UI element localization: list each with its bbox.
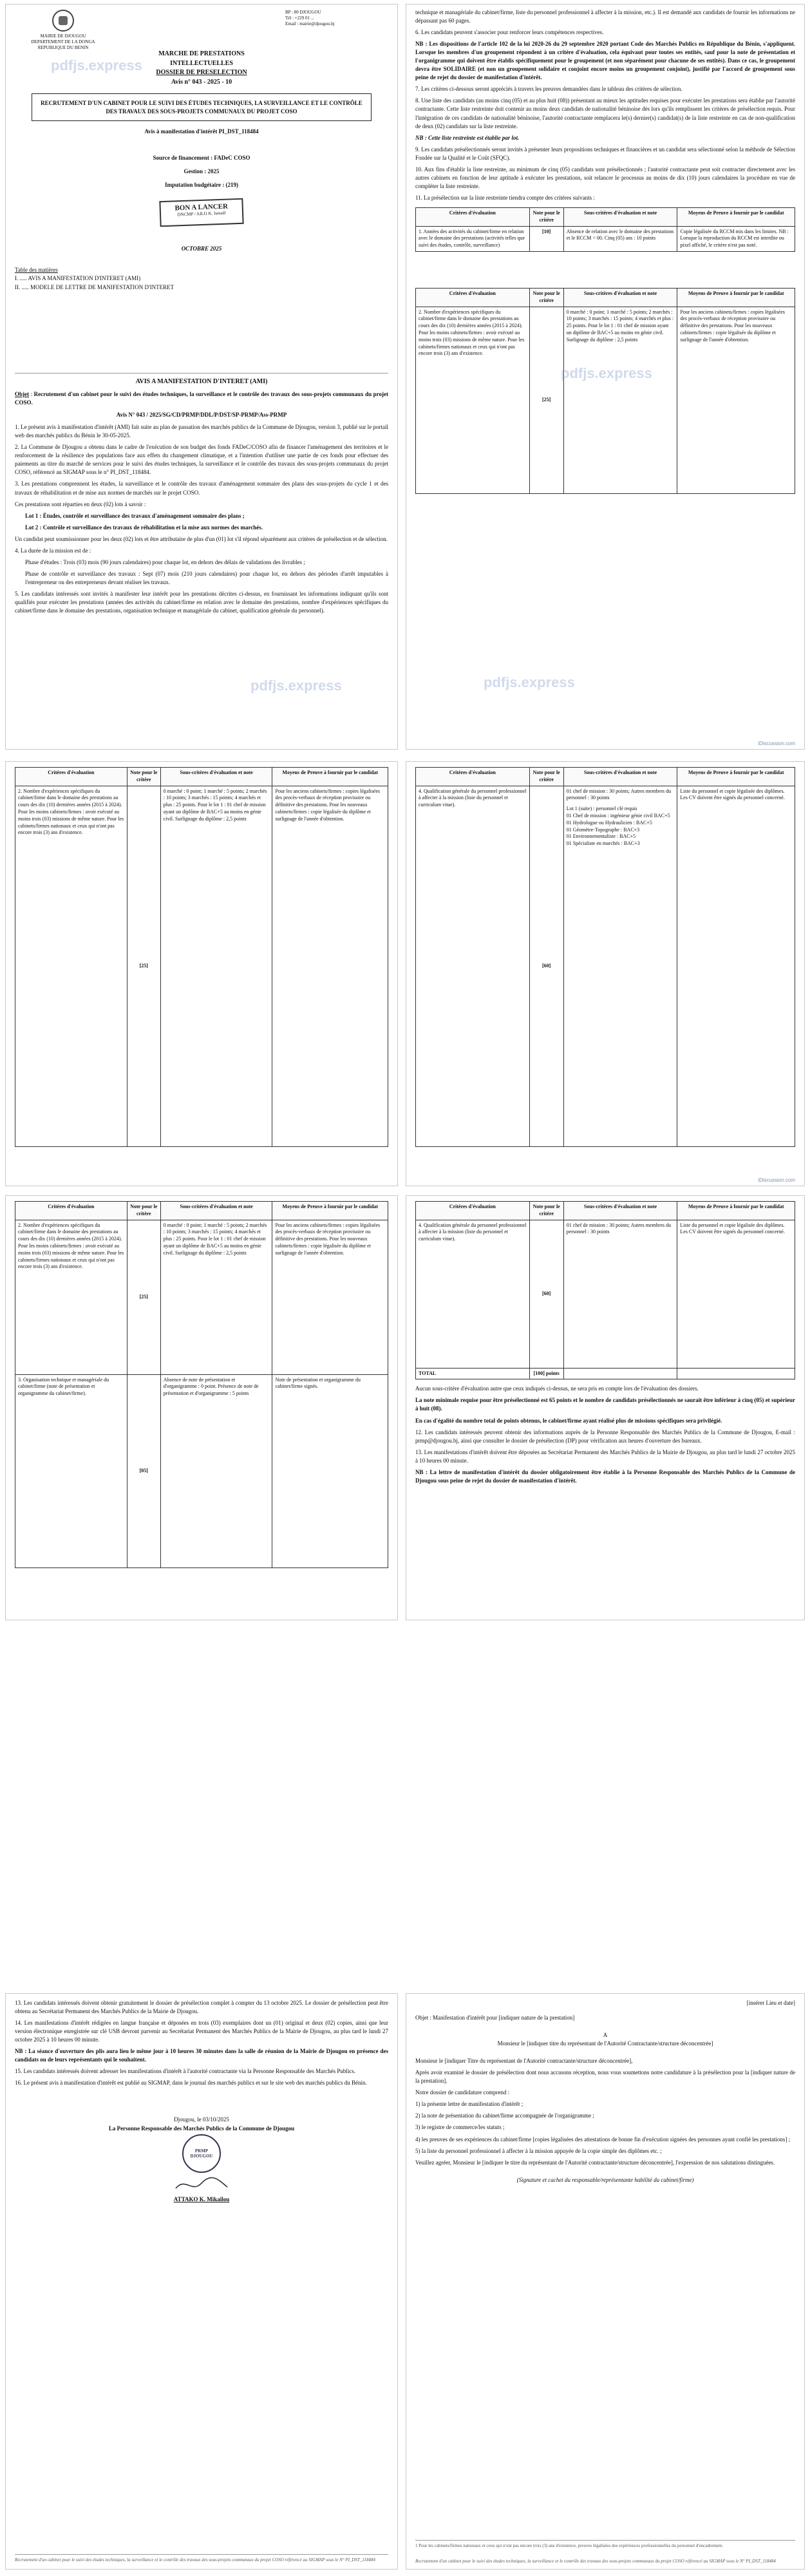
page-footnote: Recrutement d'un cabinet pour le suivi des études techniques, la surveillance et le contrôle des travaux des sous-projets communaux du projet COSO référencé au SIGMAP sous le N° PI_DST_118484 bbox=[15, 2554, 388, 2562]
column-header: Critères d'évaluation bbox=[15, 1202, 127, 1220]
body-para: 6. Les candidats peuvent s'associer pour renforcer leurs compétences respectives. bbox=[415, 29, 604, 36]
criterion-cell: 1. Années des activités du cabinet/firme en relation avec le domaine des prestations (activités telles que suivi des études, contrôle, surveillance) bbox=[416, 226, 530, 251]
table-header-row bbox=[416, 768, 795, 786]
body-para: 8. Une liste des candidats (au moins cinq (05) et au plus huit (08)) présentant au mieux les aptitudes requises pour exécuter les prestations sera établie par l'autorité contractante. Cette liste restreinte doit contenir au moins deux candidats de nationalité béninoise dès lors qu'ils remplissent les critères de présélection requis. Pour l'intégration de ces candidats de nationalité béninoise, l'autorité contractante remplacera le(s) dernier(s) candidat(s) de la liste restreinte en cas de non-qualification de deux (02) candidats sur la liste restreinte. bbox=[415, 97, 795, 129]
body-note: NB : Les dispositions de l'article 102 de la loi 2020-26 du 29 septembre 2020 portant Code des Marchés Publics en République du Bénin, s'appliquent. Lorsque les membres d'un groupement répondent à un critère d'évaluation, cela équivaut pour toutes ses entités, sauf pour la note de présentation et l'organigramme qui doivent être établis spécifiquement pour le groupement (et non séparément pour chacune de ses entités). Dans ce cas, le groupement devra être SOLIDAIRE (et non un groupement solidaire et conjoint encore moins un groupement conjoint), justifié par l'accord de groupement sous peine de rejet du dossier de manifestation d'intérêt. bbox=[415, 41, 795, 81]
stamp-main: BON A LANCER bbox=[174, 202, 229, 213]
ami-body bbox=[6, 423, 397, 615]
letter-para: 4) les preuves de ses expériences du cabinet/firme [copies légalisées des attestations de bonne fin d'exécution signées des personnes ayant confié les prestations] ; bbox=[415, 2136, 791, 2143]
body-para: La note minimale requise pour être présélectionné est 65 points et le nombre de candidats présélectionnés ne saurait être inférieur à cinq (05) et supérieur à huit (08). bbox=[415, 1397, 795, 1412]
column-header: Note pour le critère bbox=[529, 768, 563, 786]
document-object: RECRUTEMENT D'UN CABINET POUR LE SUIVI DES ÉTUDES TECHNIQUES, LA SURVEILLANCE ET LE CONTRÔLE DES TRAVAUX DES SOUS-PROJETS COMMUNAUX DU PROJET COSO bbox=[32, 93, 372, 121]
criteria-table bbox=[415, 207, 795, 252]
column-header: Note pour le critère bbox=[529, 207, 563, 226]
signature-scribble bbox=[173, 2175, 231, 2195]
signer-name: ATTAKO K. Mikaïlou bbox=[173, 2196, 230, 2203]
column-header: Note pour le critère bbox=[529, 288, 563, 307]
ami-para: 4. La durée de la mission est de : bbox=[15, 547, 91, 554]
criteria-table-continued bbox=[415, 288, 795, 494]
column-header: Critères d'évaluation bbox=[15, 768, 127, 786]
table-row bbox=[416, 1220, 795, 1368]
body-para: technique et managériale du cabinet/firme, liste du personnel professionnel à affecter à la mission, etc.). Il est demandé aux candidats de fournir les informations ne dépassant pas 60 pages. bbox=[415, 9, 795, 24]
budget-imputation: Imputation budgétaire : (219) bbox=[164, 182, 239, 189]
staff-item: 01 Hydrologue ou Hydraulicien : BAC+5 bbox=[566, 819, 652, 826]
ami-phase: Phase de contrôle et surveillance des travaux : Sept (07) mois (210 jours calendaires) pour chaque lot, en dehors des périodes d'arrêt imputables à l'entrepreneur ou des entrepreneurs devant réaliser les travaux. bbox=[25, 570, 388, 585]
ami-para: Ces prestations sont réparties en deux (02) lots à savoir : bbox=[15, 500, 146, 507]
body-para: 10. Aux fins d'établir la liste restreinte, au minimum de cinq (05) candidats sont présélectionnés ; l'autorité contractante peut soit contracter directement avec les autres cabinets en fonction de leur aptitude à exécuter les prestations, soit relancer le processus au moins de dix (10) jours calendaires la procédure en vue de compléter la liste restreinte. bbox=[415, 166, 795, 189]
points-cell: [25] bbox=[127, 1220, 160, 1374]
letter-para: Notre dossier de candidature comprend : bbox=[415, 2089, 510, 2096]
column-header: Sous-critères d'évaluation et note bbox=[160, 768, 272, 786]
column-header: Moyens de Preuve à fournir par le candidat bbox=[677, 288, 795, 307]
page-2 bbox=[406, 4, 805, 750]
proof-cell: Pour les anciens cabinets/firmes : copies légalisées des procès-verbaux de réception provisoire ou définitive des prestations. Pour les nouveaux cabinets/firmes : copie légalisée du diplôme et surlignage de l'année d'obtention. bbox=[677, 307, 795, 493]
criterion-cell: 2. Nombre d'expériences spécifiques du cabinet/firme dans le domaine des prestations au cours des dix (10) dernières années (2015 à 2024). Pour les moins cabinets/firmes : avoir exécuté au moins trois (03) missions de même nature. Pour les cabinets/firmes nationaux et ceux qui n'ont pas encore trois (3) ans d'existence. bbox=[416, 307, 530, 493]
watermark: pdfjs.express bbox=[250, 677, 342, 694]
page-5 bbox=[5, 1195, 398, 1620]
staff-item: 01 Chef de mission : ingénieur génie civil BAC+5 bbox=[566, 812, 670, 819]
table-of-contents bbox=[6, 266, 397, 291]
letter-place-date: [insérer Lieu et date] bbox=[746, 2000, 795, 2006]
letter-footnote: 1 Pour les cabinets/firmes nationaux et ceux qui n'ont pas encore trois (3) ans d'existence, preuves légalisées des expériences professionnelles du personnel d'encadrement. bbox=[415, 2540, 795, 2548]
points-cell: [60] bbox=[529, 786, 563, 1146]
subcriteria-cell: Absence de relation avec le domaine des prestations et le RCCM < 00. Cinq (05) ans : 10 points bbox=[563, 226, 677, 251]
table-header-row bbox=[416, 1202, 795, 1220]
body-note: NB : La séance d'ouverture des plis aura lieu le même jour à 10 heures 30 minutes dans la salle de réunion de la Mairie de Djougou en présence des candidats ou de leurs représentants qui le souhaitent. bbox=[15, 2048, 388, 2063]
subcriteria-cell: Absence de note de présentation et d'organigramme : 0 point. Présence de note de présentation et d'organigramme : 5 points bbox=[160, 1374, 272, 1567]
document-date: OCTOBRE 2025 bbox=[181, 245, 222, 252]
ami-para: 1. Le présent avis à manifestation d'intérêt (AMI) fait suite au plan de passation des marchés publics de la Commune de Djougou, version 3, publié sur le portail web des marchés publics du Bénin le 30-05-2025. bbox=[15, 424, 388, 439]
letterhead-left-line: REPUBLIQUE DU BENIN bbox=[37, 45, 89, 51]
letterhead-left bbox=[15, 10, 111, 51]
place-date: Djougou, le 03/10/2025 bbox=[174, 2116, 229, 2123]
column-header: Sous-critères d'évaluation et note bbox=[563, 207, 677, 226]
body-para: 12. Les candidats intéressés peuvent obtenir des informations auprès de la Personne Responsable des Marchés Publics de la Commune de Djougou, E-mail : prmp@djougou.bj, ainsi que consulter le dossier de présélection (DP) pour vérification aux heures d'ouverture des bureaux. bbox=[415, 1428, 795, 1444]
letterhead-left-line: MAIRIE DE DJOUGOU bbox=[40, 33, 86, 39]
column-header: Moyens de Preuve à fournir par le candidat bbox=[677, 1202, 795, 1220]
column-header: Critères d'évaluation bbox=[416, 768, 530, 786]
table-row bbox=[416, 226, 795, 251]
title-line: MARCHE DE PRESTATIONS bbox=[158, 50, 245, 57]
letterhead bbox=[6, 5, 397, 50]
table-header-row bbox=[15, 1202, 388, 1220]
criterion-cell: 4. Qualification générale du personnel professionnel à affecter à la mission (liste du personnel et curriculum vitae). bbox=[416, 1220, 530, 1368]
column-header: Note pour le critère bbox=[127, 768, 160, 786]
proof-cell: Copie légalisée du RCCM mis dans les limites. NB : Lorsque la reproduction du RCCM est interdite ou pixel affiché, le critère n'est pas noté. bbox=[677, 226, 795, 251]
body-para: 14. Les manifestations d'intérêt rédigées en langue française et déposées en trois (03) exemplaires dont un (01) original et deux (02) copies, ainsi que leur version électronique enregistrée sur clé USB devront parvenir au Secrétariat Permanent des Marchés Publics de la Mairie de Djougou, au plus tard le lundi 27 octobre 2025 à 10 heures 00 minute. bbox=[15, 2020, 388, 2043]
letterhead-left-line: DEPARTEMENT DE LA DONGA bbox=[31, 39, 95, 45]
ami-lot: Lot 2 : Contrôle et surveillance des travaux de réhabilitation et la mise aux normes des marchés. bbox=[25, 524, 263, 531]
total-points: [100] points bbox=[529, 1368, 563, 1379]
ami-para: 3. Les prestations comprennent les études, la surveillance et le contrôle des travaux d'aménagement sommaire des plans des sous-projets du cycle 1 et des travaux de réhabilitation et de mise aux normes de marchés sur le projet COSO. bbox=[15, 480, 388, 496]
page-8 bbox=[406, 1993, 805, 2570]
column-header: Moyens de Preuve à fournir par le candidat bbox=[272, 1202, 388, 1220]
letter-recipient bbox=[406, 2031, 804, 2048]
letterhead-right-line: Email : mairie@djougou.bj bbox=[285, 21, 335, 27]
letter-para: 1) la présente lettre de manifestation d'intérêt ; bbox=[415, 2101, 523, 2108]
recipient-line: A bbox=[603, 2032, 608, 2039]
staff-item: Lot 1 (suite) : personnel clé requis bbox=[566, 806, 637, 812]
column-header: Moyens de Preuve à fournir par le candidat bbox=[677, 207, 795, 226]
toc-line[interactable]: II. ..... MODELE DE LETTRE DE MANIFESTATION D'INTERET bbox=[15, 283, 174, 290]
right-body bbox=[406, 5, 804, 202]
proof-cell: Liste du personnel et copie légalisée des diplômes. Les CV doivent être signés du personnel concerné. bbox=[677, 786, 795, 1146]
page-6 bbox=[406, 1195, 805, 1620]
table-row bbox=[15, 786, 388, 1146]
letter-para: 2) la note de présentation du cabinet/firme accompagnée de l'organigramme ; bbox=[415, 2112, 594, 2119]
column-header: Moyens de Preuve à fournir par le candidat bbox=[677, 768, 795, 786]
watermark: pdfjs.express bbox=[561, 365, 652, 381]
subcriteria-cell: 01 chef de mission : 30 points; Autres membres du personnel : 30 points bbox=[563, 1220, 677, 1368]
table-row bbox=[15, 1220, 388, 1374]
column-header: Note pour le critère bbox=[127, 1202, 160, 1220]
criterion-cell: 2. Nombre d'expériences spécifiques du cabinet/firme dans le domaine des prestations au cours des dix (10) dernières années (2015 à 2024). Pour les moins cabinets/firmes : avoir exécuté au moins trois (03) missions de même nature. Pour les cabinets/firmes nationaux et ceux qui n'ont pas encore trois (3) ans d'existence. bbox=[15, 786, 127, 1146]
subcriteria-cell: 0 marché : 0 point; 1 marché : 5 points; 2 marchés : 10 points; 3 marchés : 15 points; 4 marchés et plus : 25 points. Pour le lot 1 : 01 chef de mission ayant un diplôme de BAC+5 au moins en génie civil. Surlignage du diplôme : 2,5 points bbox=[160, 1220, 272, 1374]
points-cell: [60] bbox=[529, 1220, 563, 1368]
table-row bbox=[416, 786, 795, 1146]
column-header: Sous-critères d'évaluation et note bbox=[563, 768, 677, 786]
letter-para: 5) la liste du personnel professionnel à affecter à la mission appuyée de la copie simple des diplômes etc. ; bbox=[415, 2147, 662, 2154]
column-header: Note pour le critère bbox=[529, 1202, 563, 1220]
staff-item: 01 Environnementaliste : BAC+5 bbox=[566, 833, 636, 840]
body-para: En cas d'égalité du nombre total de points obtenus, le cabinet/firme ayant réalisé plus de missions spécifiques sera privilégié. bbox=[415, 1417, 722, 1424]
body-para: 13. Les manifestations d'intérêt doivent être déposées au Secrétariat Permanent des Marchés Publics de la Mairie de Djougou, au plus tard le lundi 27 octobre 2025 à 10 heures 00 minute. bbox=[415, 1448, 795, 1464]
ami-para: 2. La Commune de Djougou a obtenu dans le cadre de l'exécution de son budget des fonds FADeC/COSO afin de financer l'aménagement des territoires et le renforcement de la résilience des populations face aux effets du changement climatique, et a l'intention d'utiliser une partie de ces fonds pour effectuer des paiements au titre du marché de services pour le suivi des études techniques, la surveillance et le contrôle des travaux des sous-projets communaux du projet COSO, référencé au SIGMAP sous le n° PI_DST_118484. bbox=[15, 444, 388, 476]
letterhead-right-line: BP : 80 DJOUGOU bbox=[285, 10, 321, 15]
footer-brand: iDiscussion.com bbox=[758, 741, 795, 746]
ami-lot: Lot 1 : Études, contrôle et surveillance des travaux d'aménagement sommaire des plans ; bbox=[25, 512, 245, 519]
page-3 bbox=[5, 761, 398, 1186]
closing-text bbox=[6, 1994, 397, 2087]
body-para: 15. Les candidats intéressés doivent adresser les manifestations d'intérêt à l'autorité contractante via la Personne Responsable des Marchés Publics. bbox=[15, 2068, 356, 2075]
empty-cell bbox=[563, 1368, 677, 1379]
column-header: Critères d'évaluation bbox=[416, 207, 530, 226]
criterion-cell: 2. Nombre d'expériences spécifiques du cabinet/firme dans le domaine des prestations au cours des dix (10) dernières années (2015 à 2024). Pour les moins cabinets/firmes : avoir exécuté au moins trois (03) missions de même nature. Pour les cabinets/firmes nationaux et ceux qui n'ont pas encore trois (3) ans d'existence. bbox=[15, 1220, 127, 1374]
divider bbox=[15, 373, 388, 374]
letter-para: Après avoir examiné le dossier de présélection dont nous accusons réception, nous vous soumettons notre candidature à la présélection pour la [indiquer nature de la prestation]. bbox=[415, 2069, 795, 2085]
letterhead-right-line: Tél : +229 01 ... bbox=[285, 15, 314, 21]
empty-cell bbox=[677, 1368, 795, 1379]
criteria-table-page4 bbox=[415, 767, 795, 1147]
ami-para: Un candidat peut soumissionner pour les deux (02) lots et être attributaire de plus d'un (01) lot s'il répond séparément aux critères de présélection et de sélection. bbox=[15, 535, 388, 542]
total-label: TOTAL bbox=[416, 1368, 530, 1379]
points-cell: [25] bbox=[529, 307, 563, 493]
table-header-row bbox=[15, 768, 388, 786]
proof-cell: Liste du personnel et copie légalisée des diplômes. Les CV doivent être signés du personnel concerné. bbox=[677, 1220, 795, 1368]
proof-cell: Pour les anciens cabinets/firmes : copies légalisées des procès-verbaux de réception provisoire ou définitive des prestations. Pour les nouveaux cabinets/firmes : copie légalisée du diplôme et surlignage de l'année d'obtention. bbox=[272, 1220, 388, 1374]
subcriteria-cell: 0 marché : 0 point; 1 marché : 5 points; 2 marchés : 10 points; 3 marchés : 15 points; 4 marchés et plus : 25 points. Pour le lot 1 : 01 chef de mission ayant un diplôme de BAC+5 au moins en génie civil. Surlignage du diplôme : 2,5 points bbox=[563, 307, 677, 493]
body-note: NB : Cette liste restreinte est établie par lot. bbox=[415, 134, 520, 141]
ami-phase: Phase d'études : Trois (03) mois (90 jours calendaires) pour chaque lot, en dehors des délais de validations des livrables ; bbox=[25, 558, 305, 565]
letter-para: Veuillez agréer, Monsieur le [indiquer le titre du représentant de l'Autorité contractante/structure déconcentrée], l'expression de nos salutations distinguées. bbox=[415, 2159, 775, 2166]
staff-item: 01 Géomètre-Topographe : BAC+3 bbox=[566, 826, 640, 833]
ami-object: Objet : Recrutement d'un cabinet pour le suivi des études techniques, la surveillance et le contrôle des travaux des sous-projets communaux du projet COSO. bbox=[15, 391, 388, 406]
official-seal bbox=[182, 2134, 221, 2173]
letter-object: Objet : Manifestation d'intérêt pour [indiquer nature de la prestation] bbox=[415, 2014, 575, 2022]
title-line: INTELLECTUELLES bbox=[170, 59, 233, 67]
criteria-table-page5 bbox=[15, 1201, 388, 1568]
column-header: Sous-critères d'évaluation et note bbox=[563, 288, 677, 307]
watermark: pdfjs.express bbox=[484, 674, 575, 690]
column-header: Critères d'évaluation bbox=[416, 288, 530, 307]
table-row bbox=[15, 1374, 388, 1567]
body-para: 16. Le présent avis à manifestation d'intérêt est publié au SIGMAP, dans le journal des marchés publics et sur le site web des marchés publics du Bénin. bbox=[15, 2079, 367, 2087]
table-row bbox=[416, 307, 795, 493]
points-cell: [25] bbox=[127, 786, 160, 1146]
column-header: Sous-critères d'évaluation et note bbox=[160, 1202, 272, 1220]
gestion: Gestion : 2025 bbox=[184, 168, 220, 175]
points-cell: [05] bbox=[127, 1374, 160, 1567]
letter-footnote-ref: Recrutement d'un cabinet pour le suivi des études techniques, la surveillance et le contrôle des travaux des sous-projets communaux du projet COSO référencé au SIGMAP sous le N° PI_DST_118484 bbox=[415, 2559, 776, 2564]
letter-signature: (Signature et cachet du responsable/représentante habilité du cabinet/firme) bbox=[516, 2176, 694, 2183]
column-header: Critères d'évaluation bbox=[416, 1202, 530, 1220]
post-table-text bbox=[406, 1385, 804, 1484]
body-para: 9. Les candidats présélectionnés seront invités à présenter leurs propositions techniques et financières et un candidat sera sélectionné selon la méthode de Sélection Fondée sur la Qualité et le Coût (SFQC). bbox=[415, 146, 795, 161]
criteria-table-page3 bbox=[15, 767, 388, 1147]
page-4 bbox=[406, 761, 805, 1186]
letter-body bbox=[406, 2057, 804, 2166]
table-total-row bbox=[416, 1368, 795, 1379]
body-para: 13. Les candidats intéressés doivent obtenir gratuitement le dossier de présélection complet à compter du 13 octobre 2025. Le dossier de présélection peut être obtenu au Secrétariat Permanent des Marchés Publics de la Mairie de Djougou. bbox=[15, 2000, 388, 2015]
ami-title: AVIS A MANIFESTATION D'INTERET (AMI) bbox=[135, 377, 268, 385]
footer-brand: iDiscussion.com bbox=[758, 1177, 795, 1183]
letter-para: 3) le registre de commerce/les statuts ; bbox=[415, 2124, 505, 2131]
ami-object-label: Objet bbox=[15, 391, 29, 398]
body-para: 11. La présélection sur la liste restreinte tiendra compte des critères suivants : bbox=[415, 194, 595, 201]
page-7 bbox=[5, 1993, 398, 2570]
body-note: NB : La lettre de manifestation d'intérêt du dossier obligatoirement être établie à la Personne Responsable des Marchés Publics de la Commune de Djougou sous peine de rejet du dossier de manifestation d'intérêt. bbox=[415, 1468, 795, 1484]
title-line: Avis n° 043 - 2025 - 10 bbox=[171, 78, 232, 86]
stamp-sub: DNCMP / AILO K. Ismaël bbox=[177, 211, 226, 218]
ami-para: 5. Les candidats intéressés sont invités à manifester leur intérêt pour les prestations décrites ci-dessus, en fournissant les informations indiquant qu'ils sont qualifiés pour exécuter les prestations (années des activités du cabinet/firme en relation avec le domaine des prestations, nombre d'expériences spécifiques du cabinet/firme dans le domaine des prestations, organisation technique et managériale du cabinet, qualification générale du personnel). bbox=[15, 590, 388, 614]
points-cell: [10] bbox=[529, 226, 563, 251]
recipient-line: Monsieur le [indiquer titre du représentant de l'Autorité Contractante/structure déconcentrée] bbox=[497, 2040, 713, 2047]
title-line: DOSSIER DE PRESELECTION bbox=[156, 69, 247, 76]
watermark: pdfjs.express bbox=[51, 57, 142, 73]
proof-cell: Note de présentation et organigramme du cabinet/firme signés. bbox=[272, 1374, 388, 1567]
toc-line[interactable]: I. ..... AVIS A MANIFESTATION D'INTERET (AMI) bbox=[15, 275, 141, 282]
criterion-cell: 3. Organisation technique et managériale du cabinet/firme (note de présentation et organigramme du cabinet/firme). bbox=[15, 1374, 127, 1567]
criteria-table-page6 bbox=[415, 1201, 795, 1379]
criterion-cell: 4. Qualification générale du personnel professionnel à affecter à la mission (liste du personnel et curriculum vitae). bbox=[416, 786, 530, 1146]
signer-title: La Personne Responsable des Marchés Publics de la Commune de Djougou bbox=[108, 2125, 295, 2132]
table-header-row bbox=[416, 207, 795, 226]
column-header: Moyens de Preuve à fournir par le candidat bbox=[272, 768, 388, 786]
coat-of-arms-icon bbox=[52, 10, 74, 32]
staff-item: 01 Spécialiste en marchés : BAC+3 bbox=[566, 840, 640, 847]
body-para: Aucun sous-critère d'évaluation autre que ceux indiqués ci-dessus, ne sera pris en compte lors de l'évaluation des dossiers. bbox=[415, 1385, 699, 1392]
subcriteria-cell bbox=[563, 786, 677, 1146]
subcriteria-text: 01 chef de mission : 30 points; Autres membres du personnel : 30 points bbox=[566, 788, 672, 801]
letter-para: Monsieur le [indiquer Titre du représentant de l'Autorité contractante/structure déconcentrée], bbox=[415, 2058, 633, 2065]
seal-text: PRMP DJOUGOU bbox=[190, 2148, 213, 2159]
avis-reference: Avis à manifestation d'intérêt PI_DST_118484 bbox=[144, 128, 259, 135]
column-header: Sous-critères d'évaluation et note bbox=[563, 1202, 677, 1220]
ami-number: Avis N° 043 / 2025/SG/CD/PRMP/DDL/P/DST/SP-PRMP/Ass-PRMP bbox=[116, 412, 287, 419]
approval-stamp bbox=[159, 198, 243, 227]
subcriteria-cell: 0 marché : 0 point; 1 marché : 5 points; 2 marchés : 10 points; 3 marchés : 15 points; 4 marchés et plus : 25 points. Pour le lot 1 : 01 chef de mission ayant un diplôme de BAC+5 au moins en génie civil. Surlignage du diplôme : 2,5 points bbox=[160, 786, 272, 1146]
signature-block bbox=[6, 2116, 397, 2202]
proof-cell: Pour les anciens cabinets/firmes : copies légalisées des procès-verbaux de réception provisoire ou définitive des prestations. Pour les nouveaux cabinets/firmes : copie légalisée du diplôme et surlignage de l'année d'obtention. bbox=[272, 786, 388, 1146]
financing-source: Source de financement : FADeC COSO bbox=[153, 155, 250, 162]
body-para: 7. Les critères ci-dessous seront appréciés à travers les preuves demandées dans le tableau des critères de sélection. bbox=[415, 86, 683, 93]
toc-label: Table des matières bbox=[15, 267, 58, 274]
table-header-row bbox=[416, 288, 795, 307]
page-1 bbox=[5, 4, 398, 750]
ami-object-text: Recrutement d'un cabinet pour le suivi des études techniques, la surveillance et le contrôle des travaux des sous-projets communaux du projet COSO. bbox=[15, 391, 388, 406]
letterhead-right bbox=[285, 10, 388, 27]
